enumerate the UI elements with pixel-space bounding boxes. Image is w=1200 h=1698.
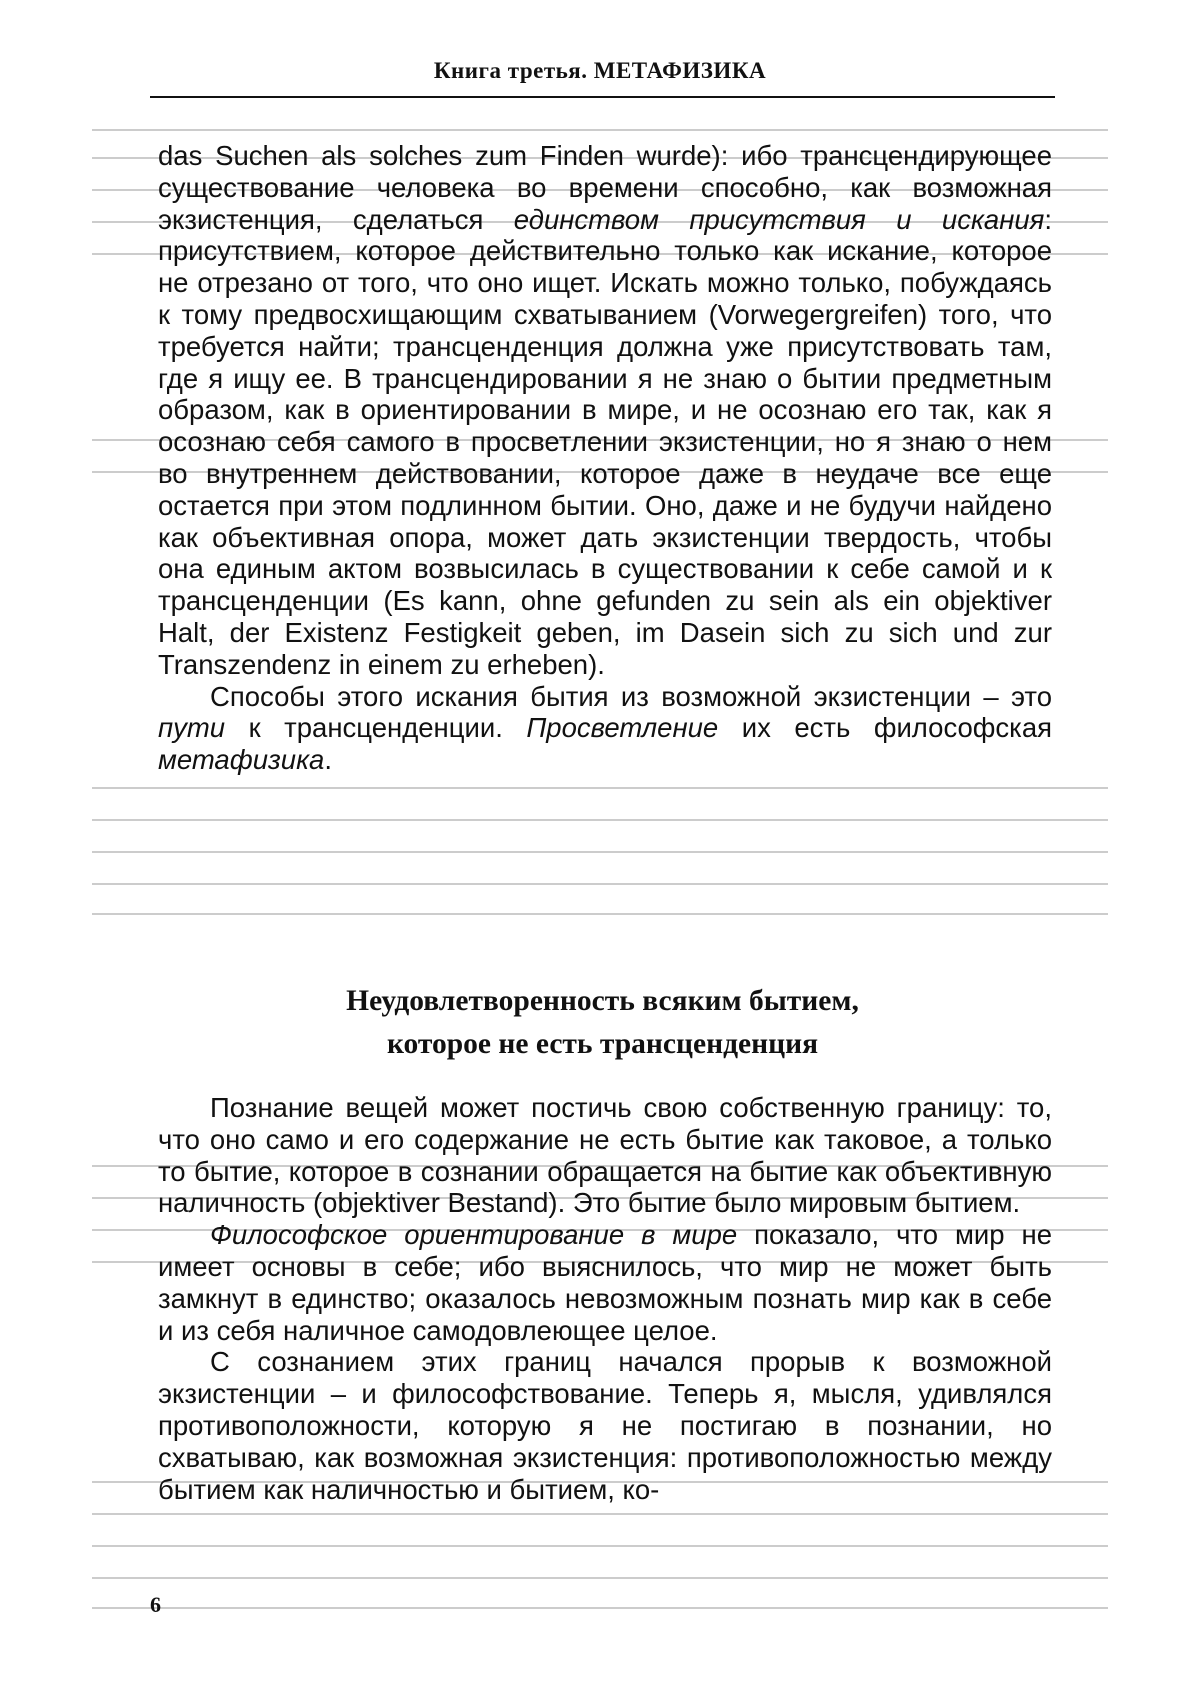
header-rule	[150, 96, 1055, 98]
text-block-top	[158, 140, 1052, 776]
text-run: : присутствием, которое действительно только как искание, которое не отрезано от того, что оно ищет. Искать можно только, побуждаясь к тому предвосхищающим схватыванием (Vorwegergreifen) того, что требуется найти; трансценденция должна уже присутствовать там, где я ищу ее. В трансцендировании я не знаю о бытии предметным образом, как в ориентировании в мире, и не осознаю его так, как я осознаю себя самого в просветлении экзистенции, но я знаю о нем во внутреннем действовании, которое даже в неудаче все еще остается при этом подлинном бытии. Оно, даже и не будучи найдено как объективная опора, может дать экзистенции твердость, чтобы она единым актом возвысилась в существовании к себе самой и к трансценденции (Es kann, ohne gefunden zu sein als ein objektiver Halt, der Existenz Festigkeit geben, im Dasein sich zu sich und zur Transzendenz in einem zu erheben).	[158, 204, 1052, 680]
text-run: показало, что мир не имеет основы в себе; ибо выяснилось, что мир не может быть замкнут в единство; оказалось невозможным познать мир как в себе и из себя наличное самодовлеющее целое.	[158, 1219, 1052, 1345]
page-number: 6	[150, 1592, 161, 1618]
text-run: их есть философская	[718, 712, 1052, 743]
paragraph	[158, 1092, 1052, 1219]
text-run: Познание вещей может постичь свою собственную границу: то, что оно само и его содержание не есть бытие как таковое, а только то бытие, которое в сознании обращается на бытие как объективную наличность (objektiver Bestand). Это бытие было мировым бытием.	[158, 1092, 1052, 1218]
text-block-bottom	[158, 1092, 1052, 1505]
text-run: к трансценденции.	[225, 712, 526, 743]
text-run: das Suchen als solches zum Finden wurde): ибо трансцендирующее существование человека во времени способно, как возможная экзистенция, сделаться	[158, 140, 1052, 235]
section-title-line: которое не есть трансценденция	[150, 1023, 1055, 1066]
italic-text-run: метафизика	[158, 744, 324, 775]
paragraph	[158, 1219, 1052, 1346]
running-head: Книга третья. МЕТАФИЗИКА	[150, 58, 1050, 84]
italic-text-run: единством присутствия и искания	[514, 204, 1045, 235]
italic-text-run: Философское ориентирование в мире	[210, 1219, 737, 1250]
section-title-line: Неудовлетворенность всяким бытием,	[150, 980, 1055, 1023]
section-title	[150, 980, 1055, 1066]
text-run: С сознанием этих границ начался прорыв к возможной экзистенции – и философствование. Теперь я, мысля, удивлялся противоположности, которую я не постигаю в познании, но схватываю, как возможная экзистенция: противоположностью между бытием как наличностью и бытием, ко-	[158, 1346, 1052, 1504]
italic-text-run: пути	[158, 712, 225, 743]
text-run: Способы этого искания бытия из возможной экзистенции – это	[210, 681, 1052, 712]
paragraph	[158, 681, 1052, 776]
italic-text-run: Просветление	[526, 712, 718, 743]
paragraph	[158, 1346, 1052, 1505]
paragraph	[158, 140, 1052, 681]
text-run: .	[324, 744, 332, 775]
